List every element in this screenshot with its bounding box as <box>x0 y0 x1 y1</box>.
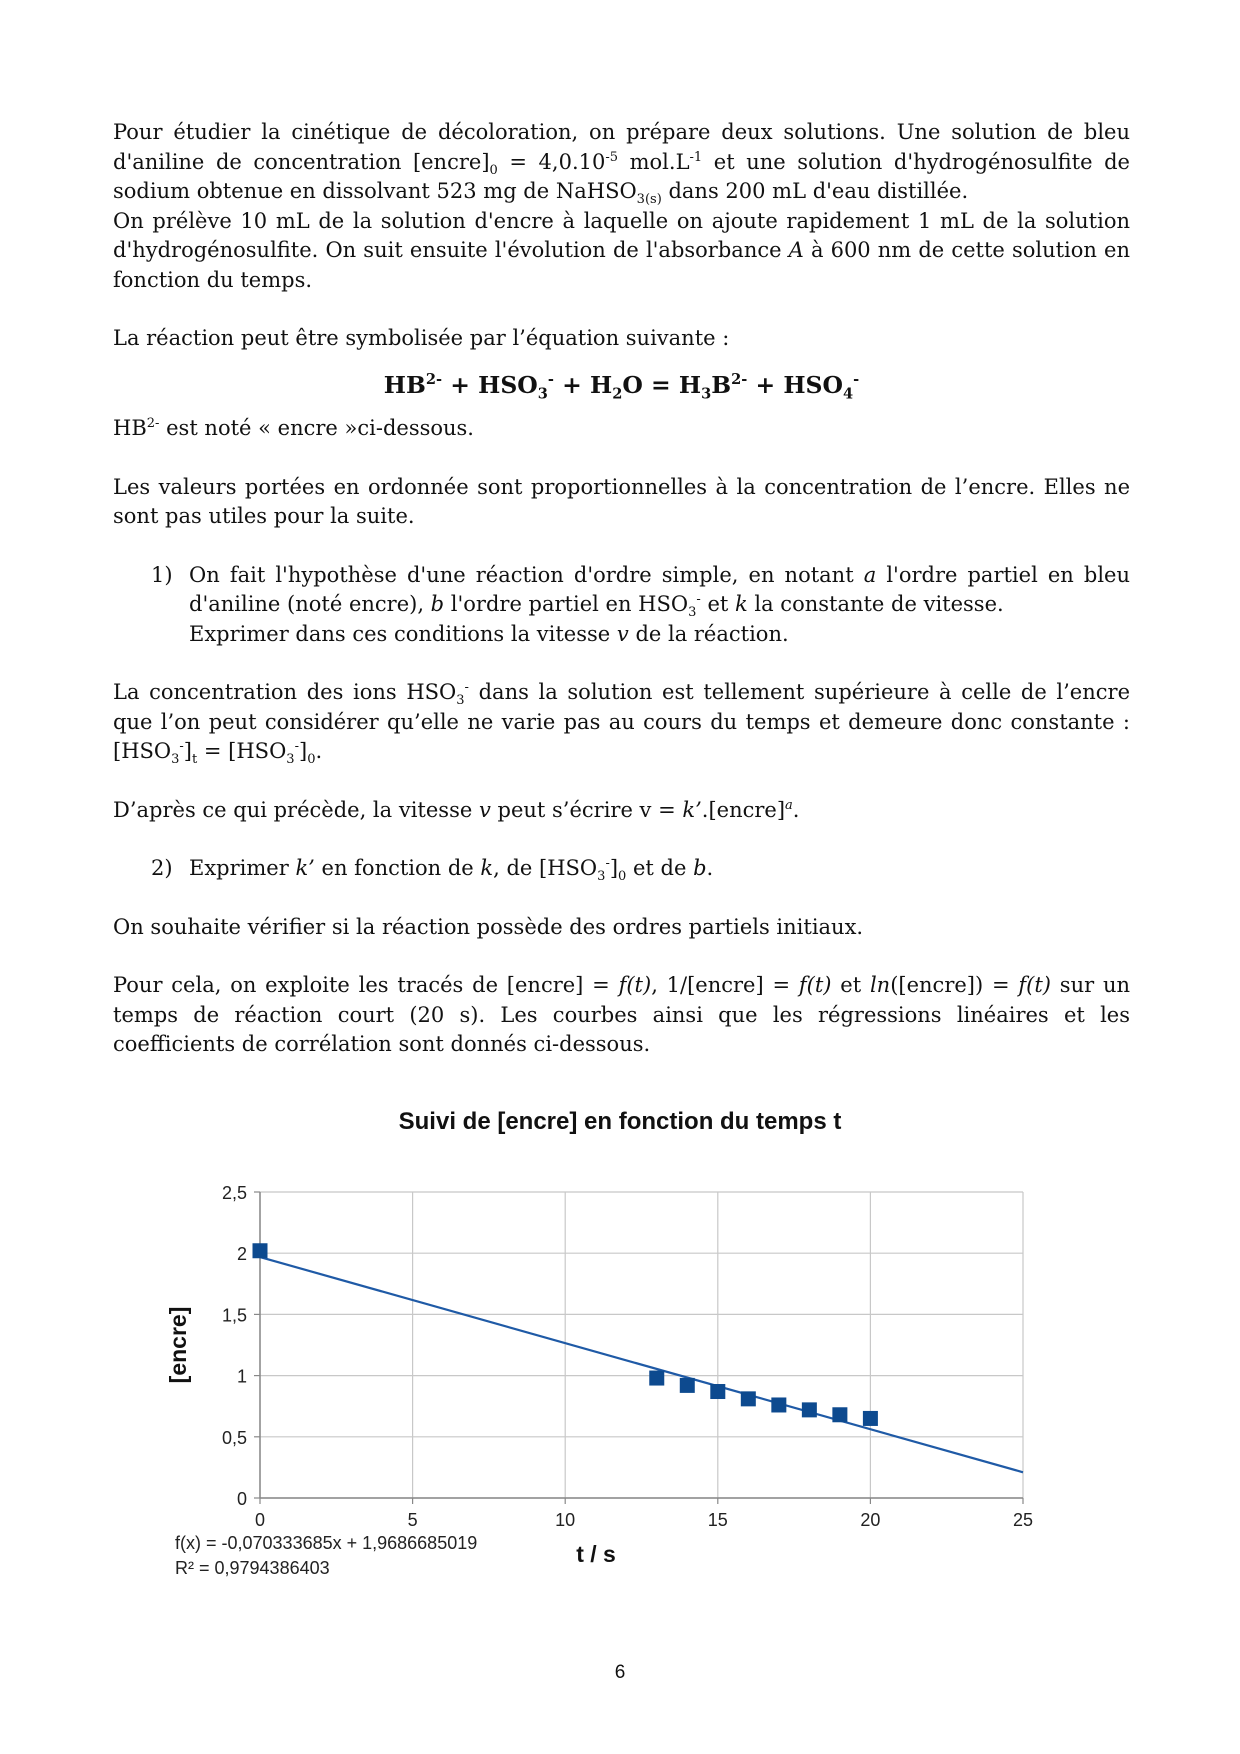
chart-title: Suivi de [encre] en fonction du temps t <box>398 1108 842 1135</box>
y-tick-label: 1,5 <box>221 1305 247 1326</box>
data-point <box>863 1411 878 1426</box>
x-tick-label: 5 <box>407 1510 418 1530</box>
x-axis-title: t / s <box>576 1541 616 1567</box>
verify-statement: On souhaite vérifier si la réaction possède des ordres partiels initiaux. <box>113 914 864 939</box>
rate-law: D’après ce qui précède, la vitesse v peut s’écrire v = k’.[encre]$^a$. <box>113 797 800 822</box>
page-number: 6 <box>614 1662 626 1683</box>
y-tick-label: 1 <box>236 1366 247 1387</box>
data-point <box>649 1371 664 1386</box>
regression-equation-label: f(x) = -0,070333685x + 1,9686685019 <box>175 1533 478 1553</box>
plots-paragraph: Pour cela, on exploite les tracés de [encre] = f(t), 1/[encre] = f(t) et ln([encre]) = f(t) sur un temps de réaction court (20 s). Les courbes ainsi que les régressions linéaires et les coefficients de corrélation sont donnés ci-dessous. <box>113 973 1130 1056</box>
ordinate-note: Les valeurs portées en ordonnée sont proportionnelles à la concentration de l’encre. Elles ne sont pas utiles pour la suite. <box>113 474 1130 528</box>
data-point <box>680 1378 695 1393</box>
data-point <box>832 1407 847 1422</box>
y-tick-label: 2,5 <box>221 1183 247 1203</box>
data-point <box>802 1402 817 1417</box>
question-2: 2) Exprimer k’ en fonction de k, de $[HSO_3^-]_0$ et de b. <box>151 856 714 885</box>
y-tick-label: 2 <box>236 1244 247 1265</box>
x-tick-label: 25 <box>1012 1510 1034 1530</box>
data-point <box>771 1397 786 1412</box>
ink-note: $HB^{2-}$ est noté « encre »ci-dessous. <box>113 416 474 440</box>
intro-paragraph-2: On prélève 10 mL de la solution d'encre à laquelle on ajoute rapidement 1 mL de la solution d'hydrogénosulfite. On suit ensuite l'évolution de l'absorbance A à 600 nm de cette solution en fonction du temps. <box>113 208 1130 292</box>
data-point <box>741 1391 756 1406</box>
regression-line <box>260 1257 1023 1472</box>
y-tick-label: 0,5 <box>221 1427 247 1448</box>
x-tick-label: 0 <box>254 1510 266 1530</box>
question-2-number: 2) <box>151 856 173 880</box>
x-tick-label: 15 <box>707 1510 728 1530</box>
r-squared-label: R² = 0,9794386403 <box>175 1558 330 1578</box>
question-1-number: 1) <box>151 562 173 587</box>
x-tick-label: 20 <box>860 1510 881 1530</box>
data-point <box>710 1384 725 1399</box>
y-axis-title: [encre] <box>165 1306 191 1384</box>
x-tick-label: 10 <box>555 1510 576 1530</box>
reaction-equation: $HB^{2-} + HSO_3^- + H_2O = H_3B^{2-} + HSO_4^-$ <box>383 370 860 403</box>
data-point <box>253 1243 268 1258</box>
question-1: 1) On fait l'hypothèse d'une réaction d'ordre simple, en notant a l'ordre partiel en bleu d'aniline (noté encre), b l'ordre partiel en $HSO_3^-$ et k la constante de vitesse. Exprimer dans ces conditions la vitesse v de la réaction. <box>151 562 1130 646</box>
hso3-note: La concentration des ions $HSO_3^-$ dans la solution est tellement supérieure à celle de l’encre que l’on peut considérer qu’elle ne varie pas au cours du temps et demeure donc constante : $[HSO_3^-]_t = [HSO_3^-]_0$. <box>113 680 1130 768</box>
y-tick-label: 0 <box>236 1489 247 1509</box>
intro-paragraph-1: Pour étudier la cinétique de décoloration, on prépare deux solutions. Une solution de bleu d'aniline de concentration $[encre]_0 = 4,0.10^{-5}$ $mol.L^{-1}$ et une solution d'hydrogénosulfite de sodium obtenue en dissolvant 523 mg de NaHSO$_{3(s)}$ dans 200 mL d'eau distillée. <box>113 120 1130 208</box>
reaction-intro: La réaction peut être symbolisée par l’équation suivante : <box>113 326 730 350</box>
